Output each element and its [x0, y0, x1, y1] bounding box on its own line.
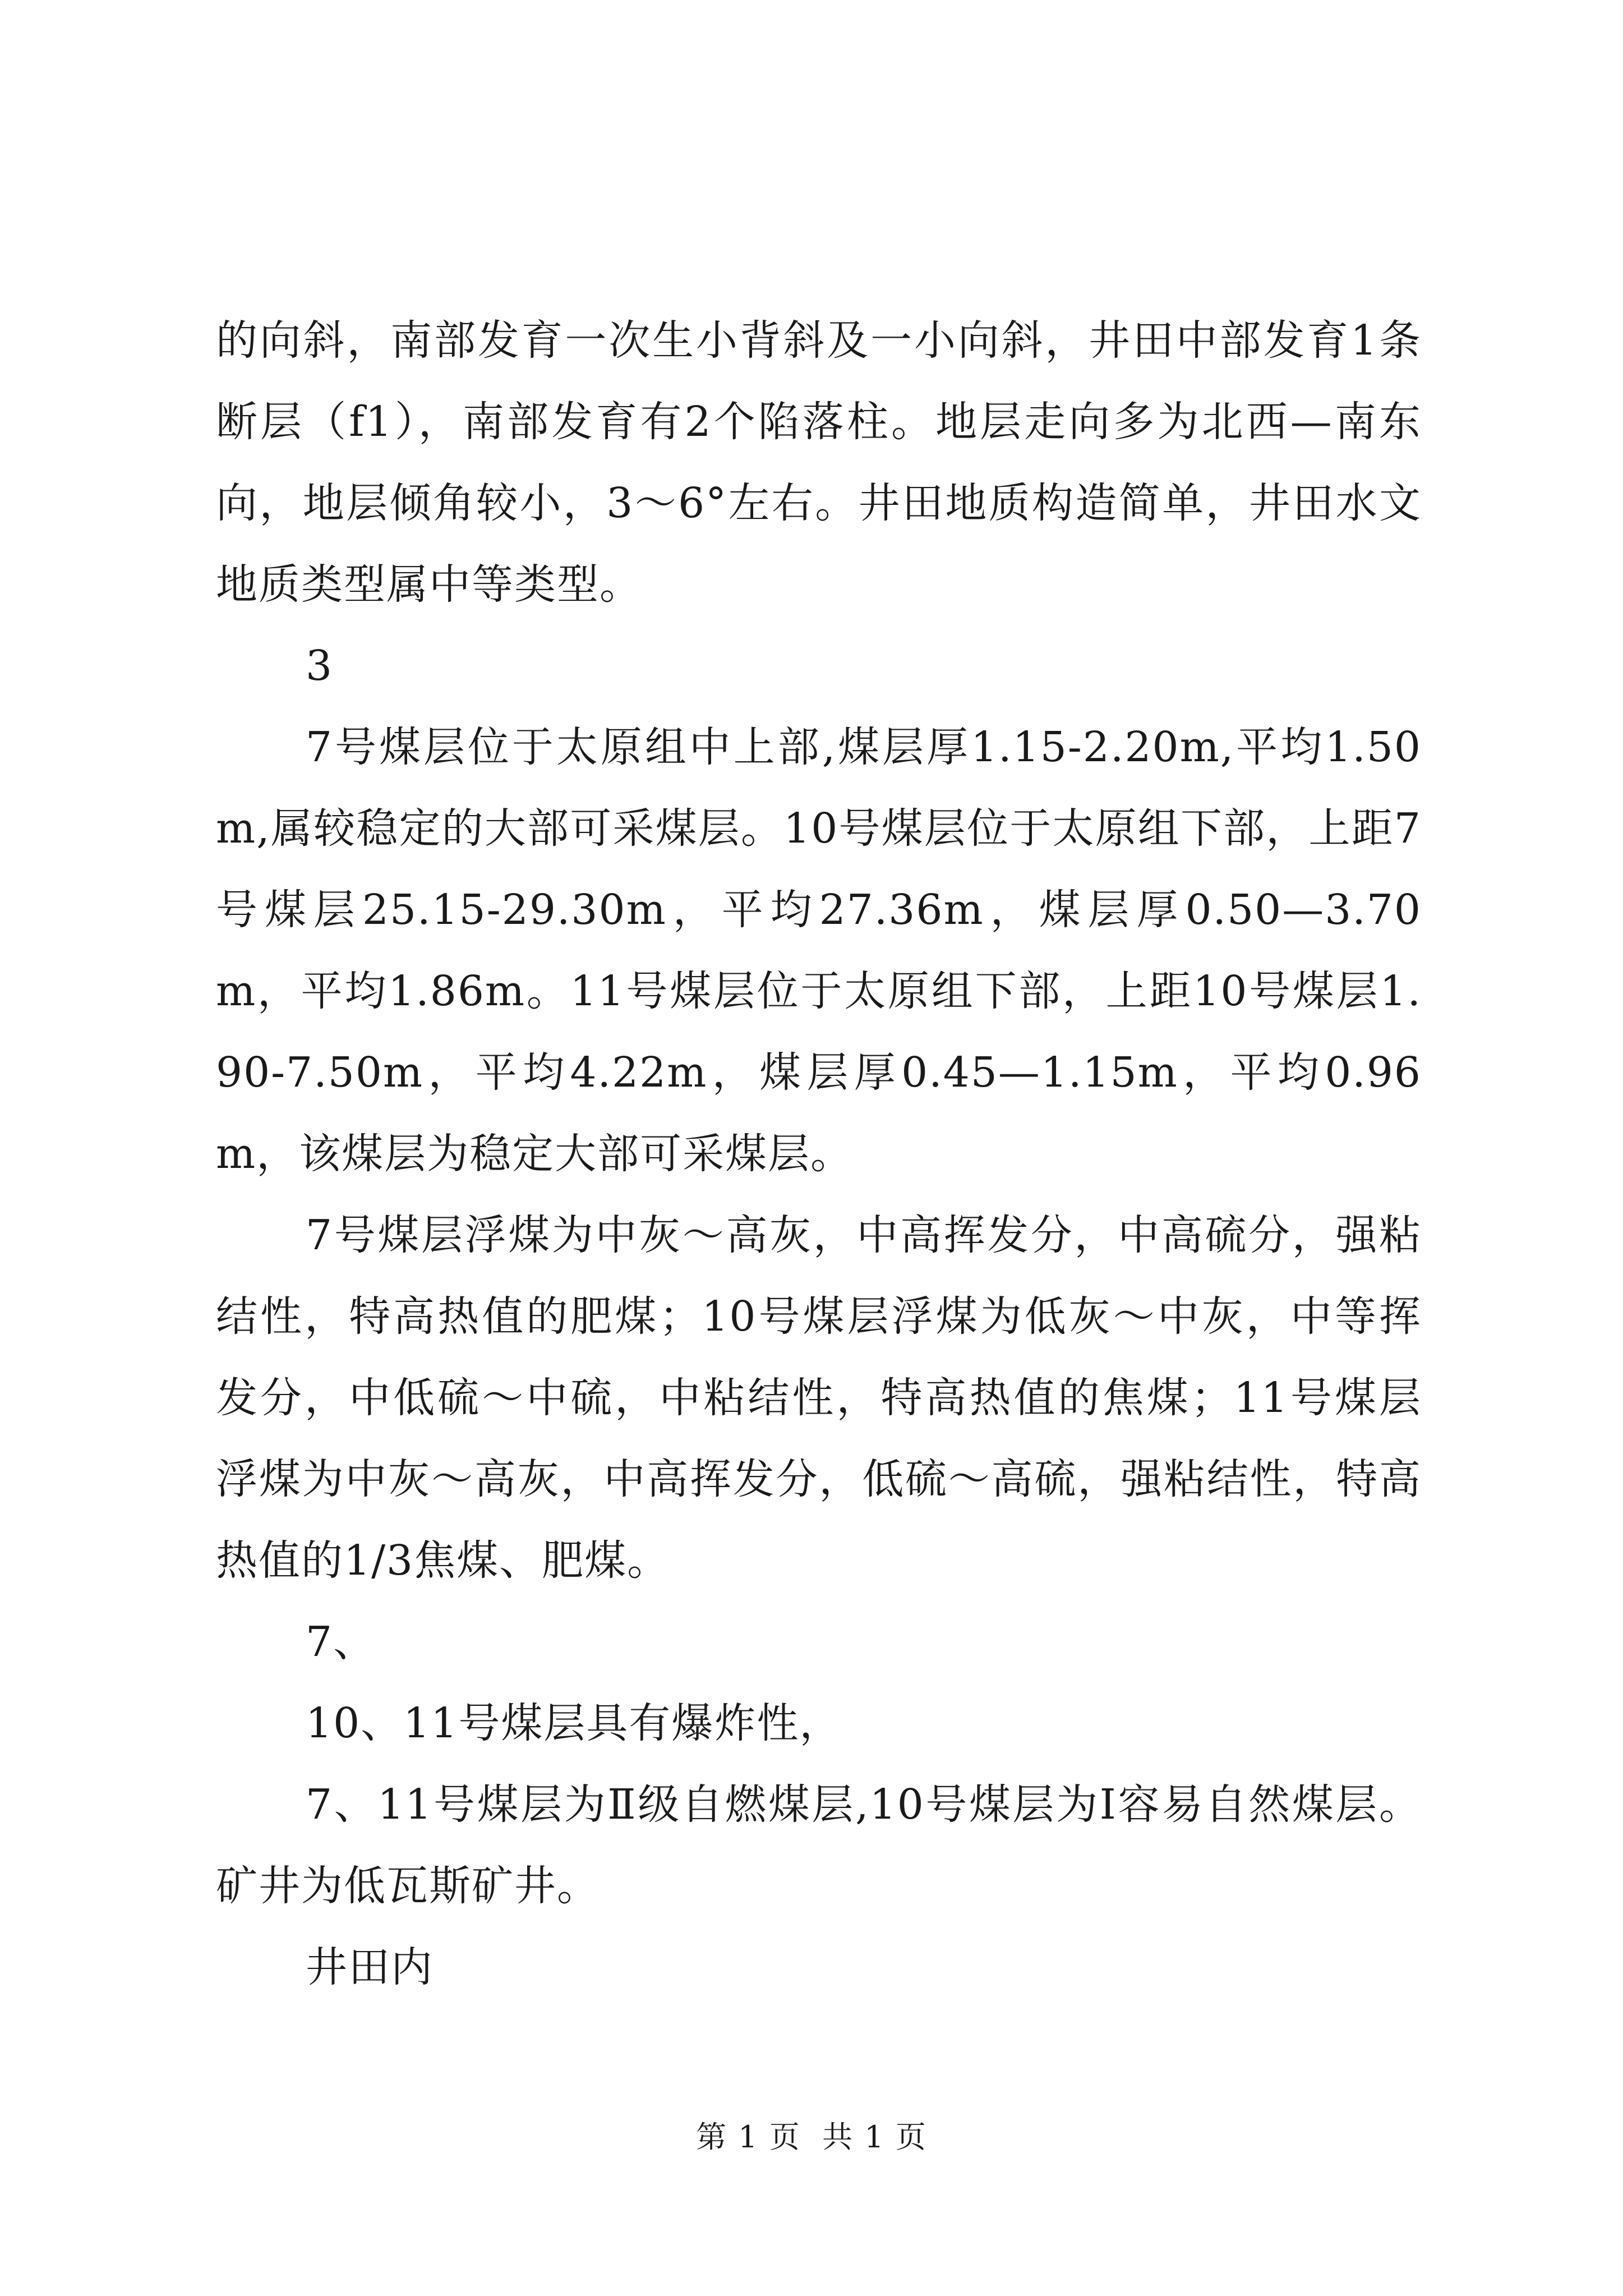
paragraph-8: 井田内 — [306, 1943, 434, 1991]
paragraph-6: 10、11号煤层具有爆炸性， — [306, 1699, 842, 1747]
document-body — [216, 300, 1422, 2008]
paragraph-5: 7、 — [306, 1618, 376, 1666]
paragraph-1: 的向斜，南部发育一次生小背斜及一小向斜，井田中部发育1条断层（f1），南部发育有2个陷落柱。地层走向多为北西—南东向，地层倾角较小，3～6°左右。井田地质构造简单，井田水文地质类型属中等类型。 — [216, 316, 1422, 609]
paragraph-7: 7、11号煤层为Ⅱ级自燃煤层,10号煤层为Ⅰ容易自然煤层。矿井为低瓦斯矿井。 — [216, 1780, 1422, 1910]
page-footer: 第 1 页 共 1 页 — [696, 2119, 927, 2155]
paragraph-3: 7号煤层位于太原组中上部,煤层厚1.15-2.20m,平均1.50m,属较稳定的大部可采煤层。10号煤层位于太原组下部，上距7号煤层25.15-29.30m，平均27.36m，煤层厚0.50—3.70m，平均1.86m。11号煤层位于太原组下部，上距10号煤层1.90-7.50m，平均4.22m，煤层厚0.45—1.15m，平均0.96m，该煤层为稳定大部可采煤层。 — [216, 723, 1422, 1178]
paragraph-2: 3 — [306, 642, 334, 690]
paragraph-4: 7号煤层浮煤为中灰～高灰，中高挥发分，中高硫分，强粘结性，特高热值的肥煤；10号煤层浮煤为低灰～中灰，中等挥发分，中低硫～中硫，中粘结性，特高热值的焦煤；11号煤层浮煤为中灰～高灰，中高挥发分，低硫～高硫，强粘结性，特高热值的1/3焦煤、肥煤。 — [216, 1211, 1422, 1585]
